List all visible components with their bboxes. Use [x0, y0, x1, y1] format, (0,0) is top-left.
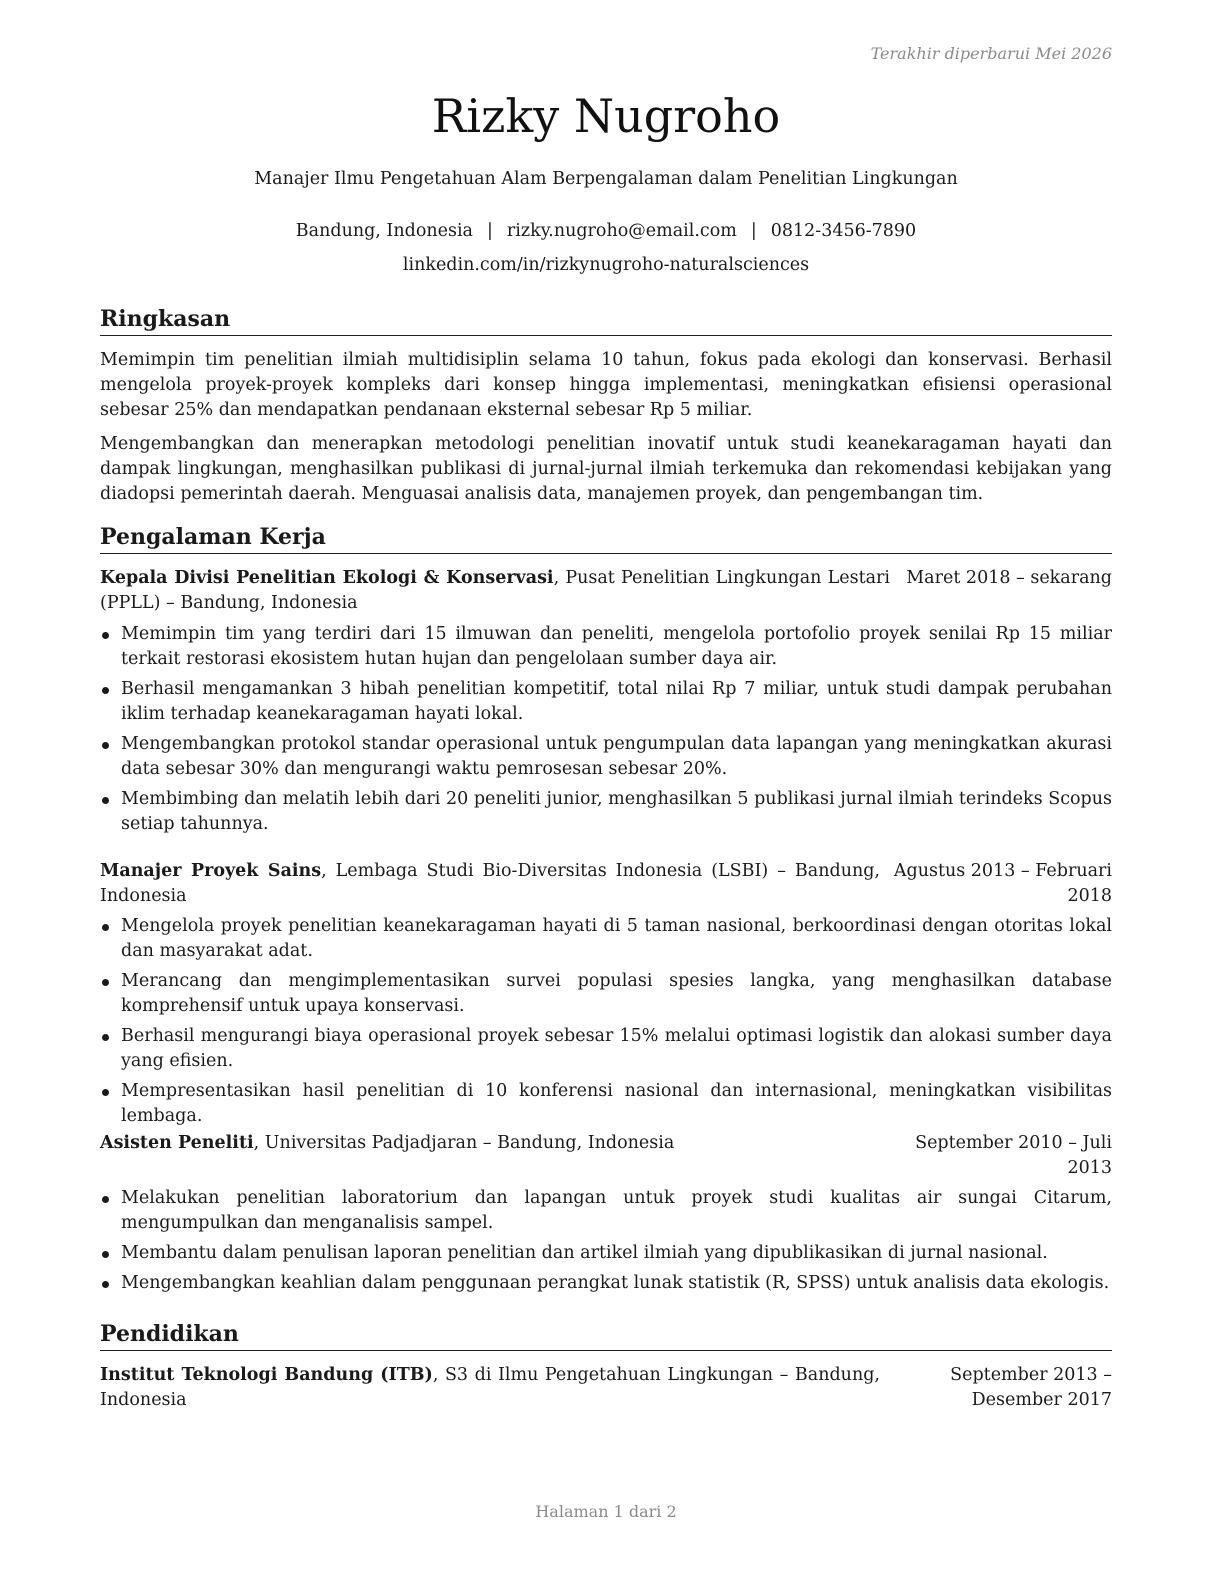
list-item: Memimpin tim yang terdiri dari 15 ilmuwan dan peneliti, mengelola portofolio proyek senilai Rp 15 miliar terkait restorasi ekosistem hutan hujan dan pengelolaan sumber daya air.: [100, 622, 1112, 672]
job-role: Manajer Proyek Sains: [100, 861, 322, 881]
education-header: [100, 1363, 1112, 1413]
list-item: Membantu dalam penulisan laporan penelitian dan artikel ilmiah yang dipublikasikan di jurnal nasional.: [100, 1241, 1112, 1266]
list-item: Mempresentasikan hasil penelitian di 10 konferensi nasional dan internasional, meningkatkan visibilitas lembaga.: [100, 1079, 1112, 1129]
contact-line: [100, 218, 1112, 244]
email-link[interactable]: rizky.nugroho@email.com: [506, 221, 737, 241]
section-title-experience: Pengalaman Kerja: [100, 522, 1112, 554]
list-item: Berhasil mengamankan 3 hibah penelitian kompetitif, total nilai Rp 7 miliar, untuk studi dampak perubahan iklim terhadap keanekaragaman hayati lokal.: [100, 677, 1112, 727]
job-bullets: [100, 914, 1112, 1134]
job-header: [100, 566, 1112, 616]
job-role: Kepala Divisi Penelitian Ekologi & Konservasi: [100, 568, 554, 588]
bullet-icon: [102, 1196, 109, 1203]
page-number: Halaman 1 dari 2: [535, 1502, 677, 1521]
contact-separator: |: [487, 221, 493, 241]
job-role: Asisten Peneliti: [100, 1133, 254, 1153]
bullet-icon: [102, 1089, 109, 1096]
job-dates: September 2010 – Juli 2013: [915, 1133, 1112, 1178]
list-item: Merancang dan mengimplementasikan survei populasi spesies langka, yang menghasilkan database komprehensif untuk upaya konservasi.: [100, 969, 1112, 1019]
bullet-icon: [102, 742, 109, 749]
bullet-icon: [102, 924, 109, 931]
list-item: Berhasil mengurangi biaya operasional proyek sebesar 15% melalui optimasi logistik dan alokasi sumber daya yang efisien.: [100, 1024, 1112, 1074]
location-text: Bandung, Indonesia: [295, 221, 473, 241]
bullet-icon: [102, 632, 109, 639]
phone-text: 0812-3456-7890: [770, 221, 917, 241]
contact-separator: |: [750, 221, 757, 241]
job-dates: Maret 2018 – sekarang: [906, 568, 1112, 588]
candidate-name: Rizky Nugroho: [431, 89, 781, 143]
job-organization: , Lembaga Studi Bio-Diversitas Indonesia (LSBI) – Bandung, Indonesia: [100, 861, 880, 906]
job-bullets: [100, 622, 1112, 842]
bullet-icon: [102, 687, 109, 694]
job-organization: , Universitas Padjadjaran – Bandung, Indonesia: [253, 1133, 675, 1153]
candidate-tagline: Manajer Ilmu Pengetahuan Alam Berpengalaman dalam Penelitian Lingkungan: [254, 169, 958, 189]
list-item: Melakukan penelitian laboratorium dan lapangan untuk proyek studi kualitas air sungai Citarum, mengumpulkan dan menganalisis sampel.: [100, 1186, 1112, 1236]
last-updated-note: Terakhir diperbarui Mei 2026: [870, 44, 1112, 63]
list-item: Membimbing dan melatih lebih dari 20 peneliti junior, menghasilkan 5 publikasi jurnal ilmiah terindeks Scopus setiap tahunnya.: [100, 787, 1112, 837]
list-item: Mengelola proyek penelitian keanekaragaman hayati di 5 taman nasional, berkoordinasi dengan otoritas lokal dan masyarakat adat.: [100, 914, 1112, 964]
job-bullets: [100, 1186, 1112, 1301]
list-item: Mengembangkan protokol standar operasional untuk pengumpulan data lapangan yang meningkatkan akurasi data sebesar 30% dan mengurangi waktu pemrosesan sebesar 20%.: [100, 732, 1112, 782]
section-title-summary: Ringkasan: [100, 304, 1112, 336]
education-school: Institut Teknologi Bandung (ITB): [100, 1365, 433, 1385]
education-degree: , S3 di Ilmu Pengetahuan Lingkungan – Bandung, Indonesia: [100, 1365, 880, 1410]
education-dates: September 2013 – Desember 2017: [950, 1365, 1112, 1410]
summary-paragraph: Memimpin tim penelitian ilmiah multidisiplin selama 10 tahun, fokus pada ekologi dan konservasi. Berhasil mengelola proyek-proyek kompleks dari konsep hingga implementasi, meningkatkan efisiensi operasional sebesar 25% dan mendapatkan pendanaan eksternal sebesar Rp 5 miliar.: [100, 350, 1112, 420]
job-organization: , Pusat Penelitian Lingkungan Lestari (PPLL) – Bandung, Indonesia: [100, 568, 890, 613]
section-title-education: Pendidikan: [100, 1319, 1112, 1351]
bullet-icon: [102, 1281, 109, 1288]
linkedin-link[interactable]: linkedin.com/in/rizkynugroho-naturalsciences: [402, 255, 810, 275]
list-item: Mengembangkan keahlian dalam penggunaan perangkat lunak statistik (R, SPSS) untuk analisis data ekologis.: [100, 1271, 1112, 1296]
bullet-icon: [102, 797, 109, 804]
bullet-icon: [102, 979, 109, 986]
job-dates: Agustus 2013 – Februari 2018: [893, 861, 1112, 906]
job-header: [100, 1131, 1112, 1181]
bullet-icon: [102, 1034, 109, 1041]
summary-paragraph: Mengembangkan dan menerapkan metodologi penelitian inovatif untuk studi keanekaragaman hayati dan dampak lingkungan, menghasilkan publikasi di jurnal-jurnal ilmiah terkemuka dan rekomendasi kebijakan yang diadopsi pemerintah daerah. Menguasai analisis data, manajemen proyek, dan pengembangan tim.: [100, 434, 1112, 504]
bullet-icon: [102, 1251, 109, 1258]
job-header: [100, 859, 1112, 909]
resume-page: [100, 0, 1112, 1584]
